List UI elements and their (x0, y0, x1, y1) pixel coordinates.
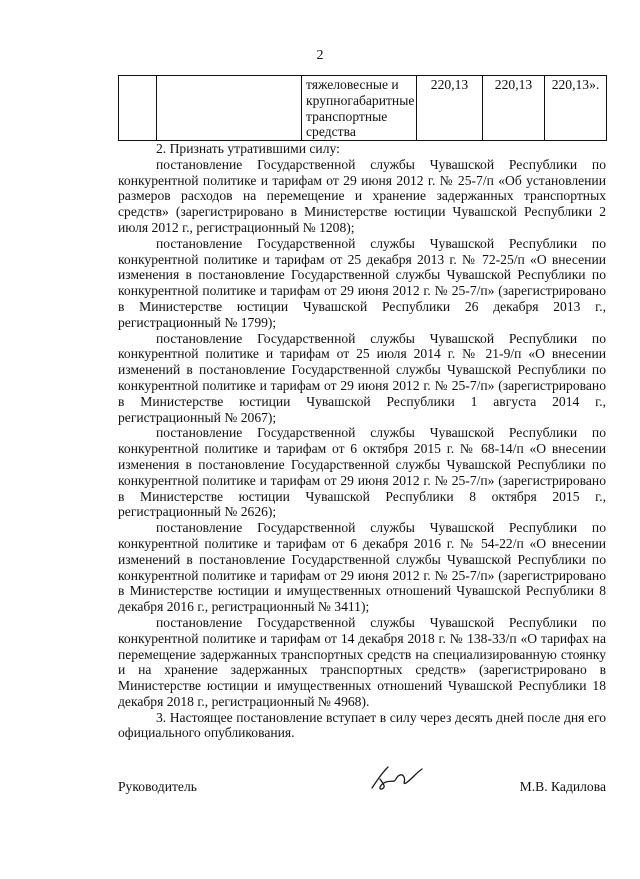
document-body (118, 141, 606, 741)
tariff-table (118, 75, 607, 141)
table-cell-value-2: 220,13 (483, 76, 545, 141)
table-cell-empty-1 (119, 76, 157, 141)
signatory-title: Руководитель (118, 779, 197, 794)
repealed-act-4: постановление Государственной службы Чувашской Республики по конкурентной политике и тарифам от 6 октября 2015 г. № 68-14/п «О внесении изменения в постановление Государственной службы Чувашской Республики по конкурентной политике и тарифам от 29 июня 2012 г. № 25-7/п» (зарегистрировано в Министерстве юстиции Чувашской Республики 8 октября 2015 г., регистрационный № 2626); (118, 425, 606, 520)
clause-3-entry-into-force: 3. Настоящее постановление вступает в силу через десять дней после дня его официального опубликования. (118, 709, 606, 741)
page-number: 2 (316, 48, 324, 63)
repealed-act-3: постановление Государственной службы Чувашской Республики по конкурентной политике и тарифам от 25 июля 2014 г. № 21-9/п «О внесении изменений в постановление Государственной службы Чувашской Республики по конкурентной политике и тарифам от 29 июня 2012 г. № 25-7/п» (зарегистрировано в Министерстве юстиции Чувашской Республики 1 августа 2014 г., регистрационный № 2067); (118, 330, 606, 425)
clause-2-heading: 2. Признать утратившими силу: (156, 141, 340, 156)
table-cell-value-3: 220,13». (545, 76, 607, 141)
handwritten-signature (368, 761, 428, 795)
repealed-act-2: постановление Государственной службы Чувашской Республики по конкурентной политике и тарифам от 25 декабря 2013 г. № 72-25/п «О внесении изменения в постановление Государственной службы Чувашской Республики по конкурентной политике и тарифам от 29 июня 2012 г. № 25-7/п» (зарегистрировано в Министерстве юстиции Чувашской Республики 26 декабря 2013 г., регистрационный № 1799); (118, 235, 606, 330)
signatory-name: М.В. Кадилова (519, 779, 606, 794)
table-cell-empty-2 (157, 76, 302, 141)
signature-block (118, 779, 606, 809)
table-row (119, 76, 607, 141)
repealed-act-1: постановление Государственной службы Чувашской Республики по конкурентной политике и тарифам от 29 июня 2012 г. № 25-7/п «Об установлении размеров расходов на перемещение и хранение задержанных транспортных средств» (зарегистрировано в Министерстве юстиции Чувашской Республики 2 июля 2012 г., регистрационный № 1208); (118, 156, 606, 235)
repealed-act-6: постановление Государственной службы Чувашской Республики по конкурентной политике и тарифам от 14 декабря 2018 г. № 138-33/п «О тарифах на перемещение задержанных транспортных средств на специализированную стоянку и на хранение задержанных транспортных средств» (зарегистрировано в Министерстве юстиции и имущественных отношений Чувашской Республики 18 декабря 2018 г., регистрационный № 4968). (118, 614, 606, 709)
table-cell-value-1: 220,13 (417, 76, 483, 141)
repealed-act-5: постановление Государственной службы Чувашской Республики по конкурентной политике и тарифам от 6 декабря 2016 г. № 54-22/п «О внесении изменений в постановление Государственной службы Чувашской Республики по конкурентной политике и тарифам от 29 июня 2012 г. № 25-7/п» (зарегистрировано в Министерстве юстиции и имущественных отношений Чувашской Республики 8 декабря 2016 г., регистрационный № 3411); (118, 520, 606, 615)
table-cell-category: тяжеловесные и крупногабаритные транспортные средства (302, 76, 417, 141)
